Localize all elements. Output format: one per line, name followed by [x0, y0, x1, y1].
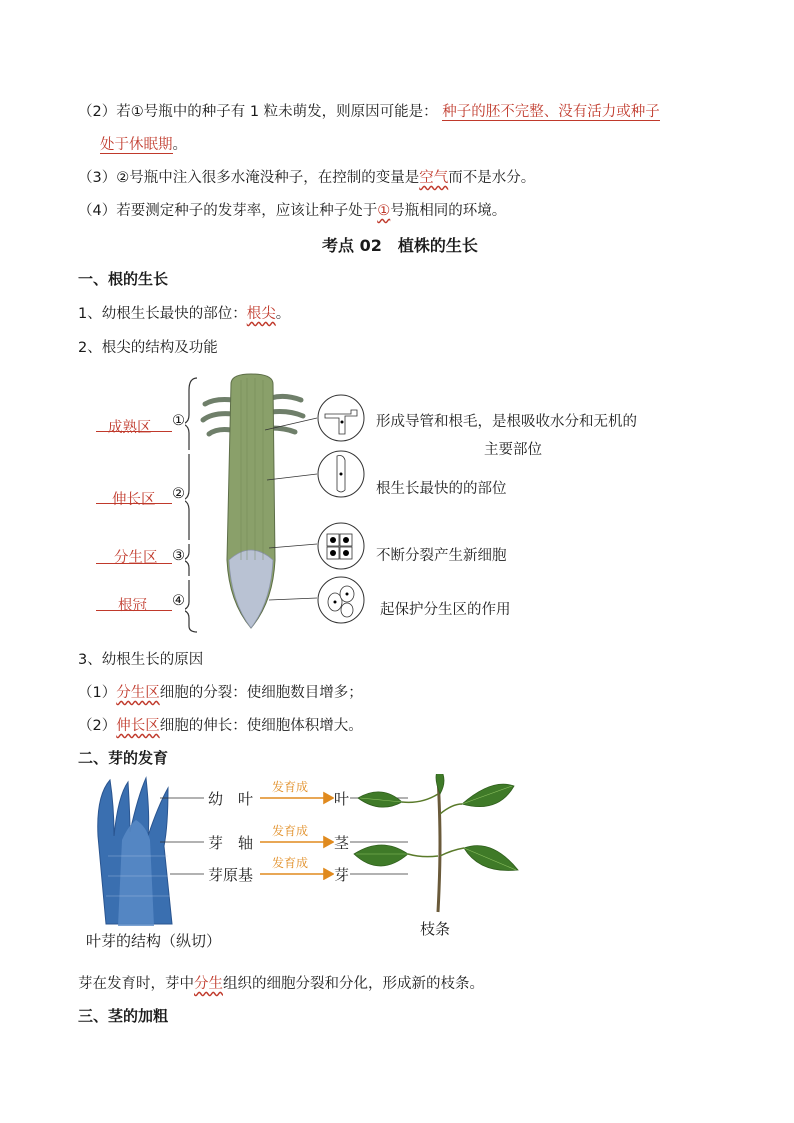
root-reason-1 — [78, 681, 363, 702]
q2-answer-line1: 种子的胚不完整、没有活力或种子 — [442, 104, 660, 120]
root-item-3: 3、幼根生长的原因 — [78, 652, 204, 668]
root-item1-answer: 根尖 — [246, 306, 276, 322]
reason2-suffix: 细胞的伸长：使细胞体积增大。 — [159, 718, 363, 734]
zone-label-line — [96, 431, 172, 432]
bud-part-primordium: 芽原基 — [208, 866, 254, 884]
zone-label-maturation: 成熟区 — [108, 420, 152, 436]
q3-prefix: （3）②号瓶中注入很多水淹没种子，在控制的变量是 — [78, 170, 420, 186]
zone-desc-1a: 形成导管和根毛，是根吸收水分和无机的 — [376, 414, 637, 430]
reason1-suffix: 细胞的分裂：使细胞数目增多； — [159, 685, 363, 701]
section-title: 考点 02 植株的生长 — [322, 236, 478, 255]
root-item-2: 2、根尖的结构及功能 — [78, 340, 218, 356]
result-bud: 芽 — [334, 866, 350, 884]
zone-label-line — [96, 503, 172, 504]
q4-answer: ① — [377, 203, 391, 219]
zone-desc-2: 根生长最快的的部位 — [376, 481, 507, 497]
question-3 — [78, 166, 535, 187]
bud-text-answer: 分生 — [194, 976, 223, 992]
reason2-answer: 伸长区 — [116, 718, 160, 734]
q3-answer: 空气 — [419, 170, 449, 186]
zone-num-4: ④ — [172, 593, 185, 609]
reason1-answer: 分生区 — [116, 685, 160, 701]
zone-num-2: ② — [172, 486, 185, 502]
zone-label-line — [96, 563, 172, 564]
q2-suffix: 。 — [172, 137, 187, 153]
zone-num-1: ① — [172, 413, 185, 429]
zone-label-rootcap: 根冠 — [118, 598, 147, 614]
bud-caption: 叶芽的结构（纵切） — [86, 932, 222, 950]
arrow-label-2: 发育成 — [272, 824, 309, 838]
bud-pointer-lines — [160, 776, 210, 886]
arrow-label-3: 发育成 — [272, 856, 309, 870]
bud-part-leaf: 幼 叶 — [208, 790, 254, 808]
zone-desc-4: 起保护分生区的作用 — [380, 602, 511, 618]
bud-text — [78, 972, 484, 993]
arrow-label-1: 发育成 — [272, 780, 309, 794]
q2-answer-line2: 处于休眠期 — [100, 137, 173, 153]
root-item-1 — [78, 302, 290, 323]
root-reason-2 — [78, 714, 363, 735]
branch-illustration — [352, 774, 522, 914]
stem-heading: 三、茎的加粗 — [78, 1007, 169, 1025]
bud-text-suffix: 组织的细胞分裂和分化，形成新的枝条。 — [223, 976, 484, 992]
zone-desc-3: 不断分裂产生新细胞 — [376, 548, 507, 564]
bud-part-axis: 芽 轴 — [208, 834, 254, 852]
q2-prefix: （2）若①号瓶中的种子有 1 粒未萌发，则原因可能是： — [78, 104, 438, 120]
zone-label-line — [96, 610, 172, 611]
question-2-cont — [100, 133, 187, 154]
zone-label-elongation: 伸长区 — [112, 492, 156, 508]
root-item1-suffix: 。 — [275, 306, 291, 322]
question-2 — [78, 100, 660, 121]
bud-heading: 二、芽的发育 — [78, 749, 169, 767]
result-leaf: 叶 — [334, 790, 350, 808]
q3-suffix: 而不是水分。 — [448, 170, 536, 186]
root-tip-illustration — [185, 370, 385, 635]
bud-text-prefix: 芽在发育时，芽中 — [78, 976, 194, 992]
question-4 — [78, 199, 506, 220]
branch-caption: 枝条 — [420, 920, 451, 938]
reason1-prefix: （1） — [78, 685, 117, 701]
q4-suffix: 号瓶相同的环境。 — [390, 203, 507, 219]
zone-num-3: ③ — [172, 548, 185, 564]
zone-desc-1b: 主要部位 — [484, 442, 542, 458]
root-heading: 一、根的生长 — [78, 270, 169, 288]
zone-label-meristem: 分生区 — [114, 550, 158, 566]
reason2-prefix: （2） — [78, 718, 117, 734]
develop-arrows — [258, 790, 334, 880]
root-item1-prefix: 1、幼根生长最快的部位： — [78, 306, 247, 322]
result-stem: 茎 — [334, 834, 350, 852]
q4-prefix: （4）若要测定种子的发芽率，应该让种子处于 — [78, 203, 378, 219]
